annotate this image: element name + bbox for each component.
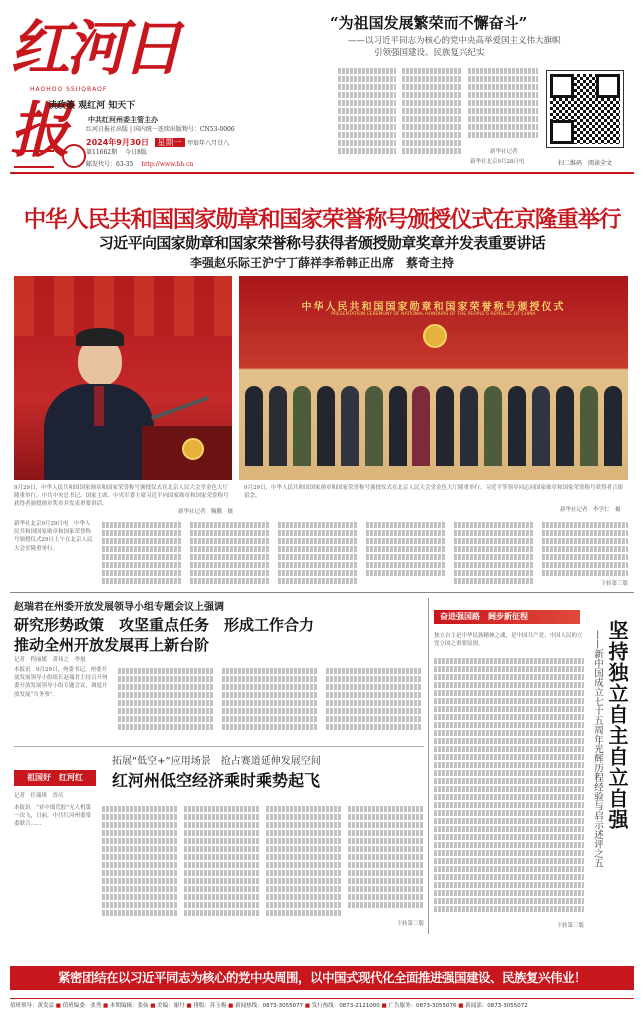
lead-headline[interactable]: 中华人民共和国国家勋章和国家荣誉称号颁授仪式在京隆重举行 [23,207,621,233]
masthead-postal-row [86,161,326,169]
group-people [245,386,622,466]
lead-col-4 [278,520,358,586]
lead-continued[interactable]: 下转第三版 [600,581,628,587]
footer-news-hotline: 0873-3055077 [262,1003,304,1009]
footer-circulation: 0873-2121000 [339,1003,380,1009]
footer-page-editor: 本期编辑：张仙 [109,1003,149,1009]
story3-body [14,804,424,928]
top-story-col-2 [402,66,462,156]
masthead-issue-row [86,149,326,157]
photo-banner-text: 中华人民共和国国家勋章和国家荣誉称号颁授仪式 [301,302,566,313]
footer-banner: 紧密团结在以习近平同志为核心的党中央周围，以中国式现代化全面推进强国建设、民族复兴伟业！ [10,966,634,990]
footer-circulation-label: 发行热线： [311,1003,340,1009]
story3-col-2 [102,804,178,918]
lead-body-start: 新华社北京9月29日电 中华人民共和国国家勋章和国家荣誉称号颁授仪式29日上午在北京人民大会堂隆重举行。 [14,521,93,552]
story2-col-2 [118,666,214,732]
lead-col-7 [542,520,628,578]
story2-col-3 [222,666,318,732]
masthead-divider [10,172,634,174]
publisher: 红河日报社出版 [86,126,129,133]
masthead-sponsor: 中共红河州委主管主办 [88,115,158,124]
photo-left-credit: 新华社记者 鞠鹏 摄 [178,509,234,515]
lead-photo-right[interactable] [239,276,628,480]
top-story-byline: 新华社北京9月28日电 [470,159,525,165]
masthead-ornament-icon [14,150,54,168]
story3-col-4 [266,804,342,918]
footer-newsroom: 0873-3055072 [487,1003,528,1009]
story2-byline: 记者 程丽媛 黄伟之 李旭 [14,657,86,663]
lead-col-3 [190,520,270,586]
page-count: 今日8版 [125,149,147,156]
footer-typeset: 排版：苏玉梅 [193,1003,227,1009]
section-divider [10,592,634,593]
footer-credits: 值班领导：黄发益 ■ 值班编委：张秀 ■ 本期编辑：张仙 ■ 美编：谢丹 ■ 排版：苏玉梅 ■ 新闻热线：0873-3055077 ■ 发行热线：0873-2121000 ■ 广告服务：0873-3055076 ■ 新闻部：0873-3055072 [10,998,634,1013]
photo-right-credit: 新华社记者 李学仁 摄 [560,507,621,513]
national-emblem-icon [182,438,204,460]
commentary-subhead: ——新中国成立七十五周年光辉历程经验与启示述评之五 [592,630,603,868]
footer-ad: 0873-3055076 [416,1003,457,1009]
website-link[interactable]: http://www.hh.cn [141,161,194,168]
top-story-subtitle-1: ——以习近平同志为核心的党中央高举爱国主义伟大旗帜 [348,36,561,46]
photo-banner-en: PRESENTATION CEREMONY OF NATIONAL HONOURS OF THE PEOPLE'S REPUBLIC OF CHINA [331,312,536,317]
footer-editor: 值班领导：黄发益 [10,1003,55,1009]
story3-col-5 [348,804,424,910]
masthead-slogan: 读政策 观红河 知天下 [48,101,136,111]
weekday: 星期一 [155,138,185,147]
story2-kicker: 赵瑞君在州委开放发展领导小组专题会议上强调 [14,602,224,613]
story2-body [14,666,424,740]
commentary-tag-1: 奋进强国路 [440,612,480,621]
footer-news-hotline-label: 新闻热线： [235,1003,263,1009]
qr-caption-1: 扫二维码 [558,160,583,167]
qr-caption [558,158,612,167]
lead-body [14,520,628,590]
story3-col-3 [184,804,260,918]
lunar-date: 甲辰年八月廿八 [187,140,230,147]
postal-code: 邮发代号：63-35 [86,161,134,168]
top-story-byline-reporter: 新华社记者 [490,149,518,155]
masthead-info: 红河日报社出版 | 国内统一连续出版物号：CN53-0006 [86,126,235,133]
qr-code-icon[interactable] [546,70,624,148]
commentary-section-tag [434,610,580,624]
story3-divider [14,746,424,747]
lead-col-5 [366,520,446,578]
footer-ad-label: 广告服务： [388,1003,417,1009]
lead-col-6 [454,520,534,586]
story2-col-4 [326,666,422,732]
cn-code: 国内统一连续出版物号：CN53-0006 [133,126,235,133]
masthead-date-row [86,137,326,148]
issue-number: 第11662期 [86,149,118,156]
photo-left-caption: 9月29日，中华人民共和国国家勋章和国家荣誉称号颁授仪式在北京人民大会堂金色大厅隆重举行。中共中央总书记、国家主席、中央军委主席习近平向国家勋章和国家荣誉称号获得者颁授勋章奖章并发表重要讲话。 [14,485,229,508]
story3-tag: 祖国好 红河红 [14,770,96,786]
lead-photo-left[interactable] [14,276,232,480]
story3-kicker: 拓展“低空+”应用场景 抢占赛道延伸发展空间 [112,756,321,767]
story2-headline-1[interactable]: 研究形势政策 攻坚重点任务 形成工作合力 [14,616,315,634]
qr-caption-2: 阅读全文 [588,160,613,167]
photo-right-caption: 9月29日，中华人民共和国国家勋章和国家荣誉称号颁授仪式在北京人民大会堂金色大厅隆重举行。习近平等领导同志同国家勋章和国家荣誉称号获得者合影留念。 [244,485,624,500]
story3-byline: 记者 任瑞琪 晋庆 [14,793,64,799]
footer-duty-editor: 值班编委：张秀 [62,1003,102,1009]
masthead-pinyin: HAOHOO SSIIQBAOF [30,86,108,93]
top-story-title[interactable]: “为祖国发展繁荣而不懈奋斗” [330,14,528,32]
logo-text: 红河日报 [10,14,178,166]
issue-date: 2024年9月30日 [86,138,149,147]
story3-headline[interactable]: 红河州低空经济乘时乘势起飞 [112,771,321,790]
story2-headline-2[interactable]: 推动全州开放发展再上新台阶 [14,636,210,654]
commentary-body-start: 独立自主是中华民族精神之魂，是中国共产党、中国人民的立党立国之重要原则。 [434,633,583,648]
lead-subhead: 习近平向国家勋章和国家荣誉称号获得者颁授勋章奖章并发表重要讲话 [98,234,546,252]
lead-attendees: 李强赵乐际王沪宁丁薛祥李希韩正出席 蔡奇主持 [189,256,454,270]
story2-body-start: 本报讯 9月29日，州委书记、州委开放发展领导小组组长赵瑞君主持召开州委开放发展领导小组专题会议，调度开放发展“当务事”。 [14,667,108,698]
lead-col-2 [102,520,182,586]
footer-proofreader: 美编：谢丹 [157,1003,185,1009]
commentary-body [434,632,584,930]
masthead-emblem-icon [62,144,86,168]
story3-continued[interactable]: 下转第三版 [396,920,424,927]
commentary-continued[interactable]: 下转第三版 [556,922,584,929]
footer-newsroom-label: 新闻部： [465,1003,488,1009]
group-emblem-icon [423,324,447,348]
top-story-col-3 [468,66,538,140]
top-story-subtitle-2: 引领强国建设、民族复兴纪实 [374,48,485,58]
commentary-headline[interactable]: 坚持独立自主自立自强 [605,620,629,830]
story3-body-start: 本报讯 “亚中细荒胶”无人机第一次飞，日前，中共红河州委常委联合…… [14,805,92,828]
top-story-col-1 [338,66,396,156]
column-rule [428,598,429,934]
commentary-tag-2: 阔步新征程 [488,612,528,621]
